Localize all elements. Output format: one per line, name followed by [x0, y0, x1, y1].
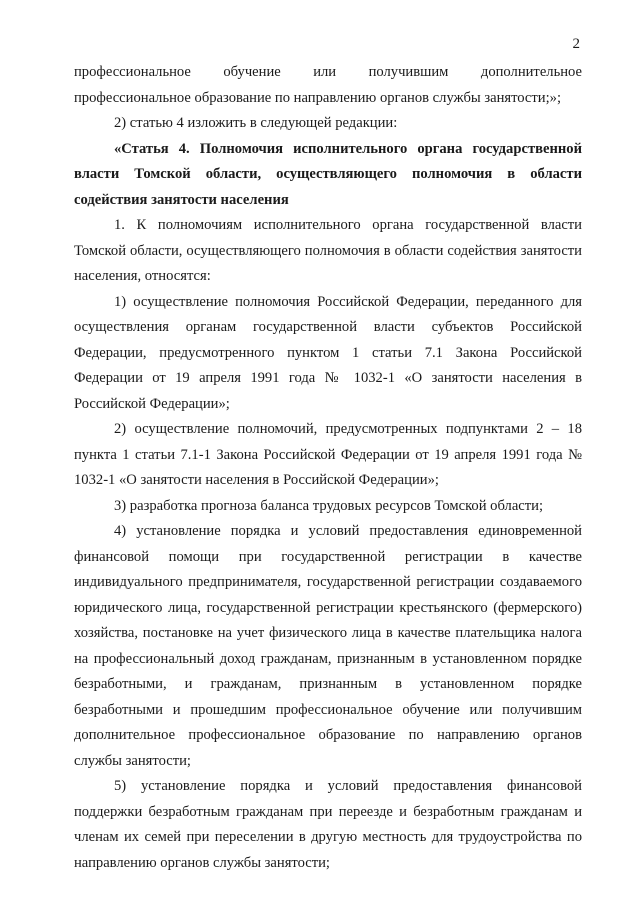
paragraph-continuation: профессиональное обучение или получившим дополнительное профессиональное образование по направлению органов службы занятости;»;: [74, 64, 582, 106]
paragraph-subitem-3: 3) разработка прогноза баланса трудовых ресурсов Томской области;: [114, 497, 544, 514]
paragraph-subitem-5: 5) установление порядка и условий предоставления финансовой поддержки безработным гражданам при переезде и безработным гражданам и членам их семей при переселении в другую местность для трудоустройства по направлению органов службы занятости;: [74, 778, 582, 871]
paragraph-subitem-2: 2) осуществление полномочий, предусмотренных подпунктами 2 – 18 пункта 1 статьи 7.1-1 Закона Российской Федерации от 19 апреля 1991 года № 1032-1 «О занятости населения в Российской Федерации»;: [74, 421, 582, 488]
paragraph-subitem-1: 1) осуществление полномочия Российской Федерации, переданного для осуществления органам государственной власти субъектов Российской Федерации, предусмотренного пунктом 1 статьи 7.1 Закона Российской Федерации от 19 апреля 1991 года № 1032-1 «О занятости населения в Российской Федерации»;: [74, 293, 582, 412]
paragraph-item-1: 1. К полномочиям исполнительного органа государственной власти Томской области, осуществляющего полномочия в области содействия занятости населения, относятся:: [74, 217, 582, 284]
page-number: 2: [572, 36, 580, 52]
document-body: [74, 60, 582, 876]
paragraph-subitem-4: 4) установление порядка и условий предоставления единовременной финансовой помощи при государственной регистрации в качестве индивидуального предпринимателя, государственной регистрации создаваемого юридического лица, государственной регистрации крестьянского (фермерского) хозяйства, постановке на учет физического лица в качестве плательщика налога на профессиональный доход гражданам, признанным в установленном порядке безработными, и гражданам, признанным в установленном порядке безработными и прошедшим профессиональное обучение или получившим дополнительное профессиональное образование по направлению органов службы занятости;: [74, 523, 582, 769]
article-heading: «Статья 4. Полномочия исполнительного органа государственной власти Томской области, осуществляющего полномочия в области содействия занятости населения: [74, 140, 582, 208]
paragraph-amendment-intro: 2) статью 4 изложить в следующей редакции:: [114, 115, 398, 131]
